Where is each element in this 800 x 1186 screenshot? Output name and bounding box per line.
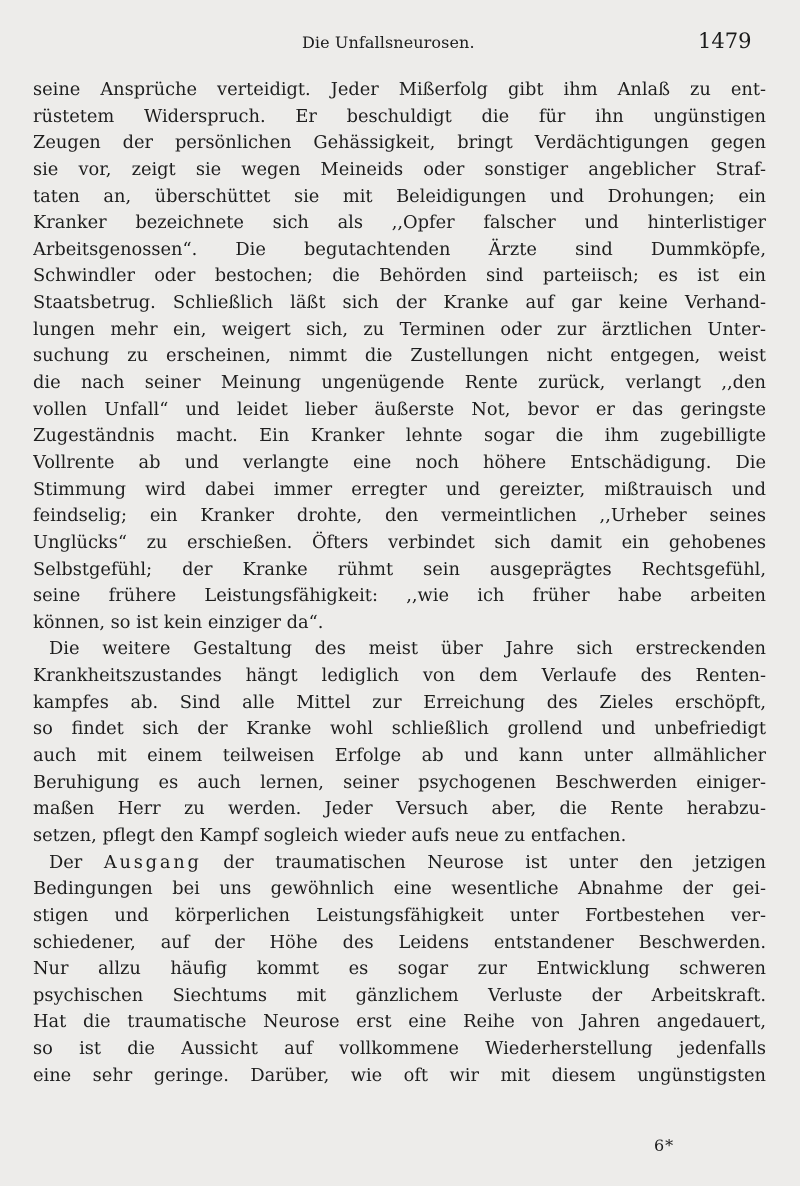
text-line: Unglücks“ zu erschießen. Öfters verbindet sich damit ein gehobenes — [33, 531, 766, 553]
text-line: Zugeständnis macht. Ein Kranker lehnte sogar die ihm zugebilligte — [33, 425, 766, 447]
text-line: Arbeitsgenossen“. Die begutachtenden Ärzte sind Dummköpfe, — [33, 238, 766, 260]
text-line: Bedingungen bei uns gewöhnlich eine wesentliche Abnahme der gei- — [33, 878, 766, 900]
text-line: die nach seiner Meinung ungenügende Rente zurück, verlangt ,,den — [33, 372, 766, 394]
text-line: feindselig; ein Kranker drohte, den vermeintlichen ,,Urheber seines — [33, 505, 766, 527]
text-line: taten an, überschüttet sie mit Beleidigungen und Drohungen; ein — [33, 185, 766, 207]
text-line: setzen, pflegt den Kampf sogleich wieder aufs neue zu entfachen. — [33, 824, 627, 846]
body-text — [33, 77, 766, 1089]
text-line: Staatsbetrug. Schließlich läßt sich der Kranke auf gar keine Verhand- — [33, 292, 766, 314]
text-line: können, so ist kein einziger da“. — [33, 611, 324, 633]
page-number: 1479 — [698, 29, 752, 53]
text-line: Beruhigung es auch lernen, seiner psychogenen Beschwerden einiger- — [33, 771, 766, 793]
text-line: sie vor, zeigt sie wegen Meineids oder sonstiger angeblicher Straf- — [33, 158, 766, 180]
text-line: Zeugen der persönlichen Gehässigkeit, bringt Verdächtigungen gegen — [33, 132, 766, 154]
text-line: eine sehr geringe. Darüber, wie oft wir mit diesem ungünstigsten — [33, 1064, 766, 1086]
text-line: vollen Unfall“ und leidet lieber äußerste Not, bevor er das geringste — [33, 398, 766, 420]
running-head — [0, 30, 800, 64]
spaced-emphasis: Ausgang — [103, 851, 202, 873]
text-line: stigen und körperlichen Leistungsfähigkeit unter Fortbestehen ver- — [33, 904, 766, 926]
text-line: Stimmung wird dabei immer erregter und gereizter, mißtrauisch und — [33, 478, 766, 500]
text-line: lungen mehr ein, weigert sich, zu Terminen oder zur ärztlichen Unter- — [33, 318, 766, 340]
text-line: suchung zu erscheinen, nimmt die Zustellungen nicht entgegen, weist — [33, 345, 766, 367]
text-line: Der Ausgang der traumatischen Neurose ist unter den jetzigen — [49, 851, 766, 873]
signature-mark: 6* — [654, 1136, 675, 1155]
text-line: schiedener, auf der Höhe des Leidens entstandener Beschwerden. — [33, 931, 766, 953]
text-line: kampfes ab. Sind alle Mittel zur Erreichung des Zieles erschöpft, — [33, 691, 766, 713]
text-line: rüstetem Widerspruch. Er beschuldigt die für ihn ungünstigen — [33, 105, 766, 127]
text-line: Vollrente ab und verlangte eine noch höhere Entschädigung. Die — [33, 451, 766, 473]
text-line: seine Ansprüche verteidigt. Jeder Mißerfolg gibt ihm Anlaß zu ent- — [33, 79, 766, 100]
text-line: so findet sich der Kranke wohl schließlich grollend und unbefriedigt — [33, 718, 766, 740]
text-line: Die weitere Gestaltung des meist über Jahre sich erstreckenden — [49, 638, 766, 660]
text-line: auch mit einem teilweisen Erfolge ab und kann unter allmählicher — [33, 745, 766, 767]
text-line: Nur allzu häufig kommt es sogar zur Entwicklung schweren — [33, 958, 766, 980]
text-line: Kranker bezeichnete sich als ,,Opfer falscher und hinterlistiger — [33, 212, 766, 234]
text-line: seine frühere Leistungsfähigkeit: ,,wie ich früher habe arbeiten — [33, 585, 766, 607]
text-line: maßen Herr zu werden. Jeder Versuch aber, die Rente herabzu- — [33, 798, 766, 820]
text-line: so ist die Aussicht auf vollkommene Wiederherstellung jedenfalls — [33, 1038, 766, 1060]
text-line: Hat die traumatische Neurose erst eine Reihe von Jahren angedauert, — [33, 1011, 766, 1033]
text-line: Schwindler oder bestochen; die Behörden sind parteiisch; es ist ein — [33, 265, 766, 287]
running-title: Die Unfallsneurosen. — [302, 33, 475, 52]
text-line: psychischen Siechtums mit gänzlichem Verluste der Arbeitskraft. — [33, 984, 766, 1006]
text-line: Krankheitszustandes hängt lediglich von dem Verlaufe des Renten- — [33, 665, 766, 687]
text-line: Selbstgefühl; der Kranke rühmt sein ausgeprägtes Rechtsgefühl, — [33, 558, 766, 580]
